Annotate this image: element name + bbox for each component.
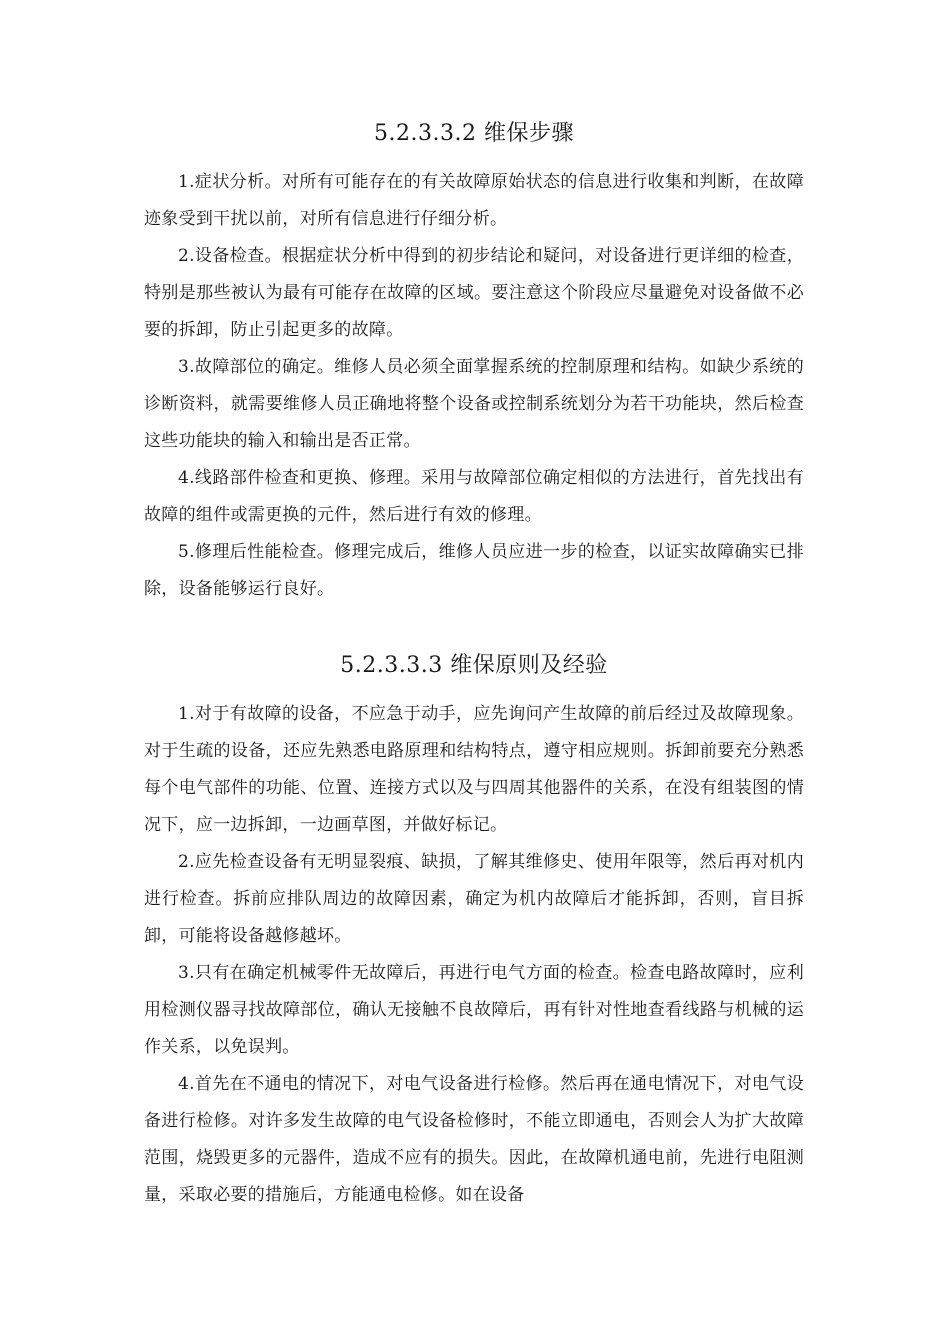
- paragraph: 2.应先检查设备有无明显裂痕、缺损，了解其维修史、使用年限等，然后再对机内进行检查。拆前应排队周边的故障因素，确定为机内故障后才能拆卸，否则，盲目拆卸，可能将设备越修越坏。: [144, 852, 804, 946]
- paragraph: 3.故障部位的确定。维修人员必须全面掌握系统的控制原理和结构。如缺少系统的诊断资料，就需要维修人员正确地将整个设备或控制系统划分为若干功能块，然后检查这些功能块的输入和输出是否正常。: [144, 357, 804, 451]
- paragraph: 3.只有在确定机械零件无故障后，再进行电气方面的检查。检查电路故障时，应利用检测仪器寻找故障部位，确认无接触不良故障后，再有针对性地查看线路与机械的运作关系，以免误判。: [144, 963, 804, 1057]
- paragraph: 2.设备检查。根据症状分析中得到的初步结论和疑问，对设备进行更详细的检查，特别是那些被认为最有可能存在故障的区域。要注意这个阶段应尽量避免对设备做不必要的拆卸，防止引起更多的故障。: [144, 246, 804, 340]
- section-heading: 5.2.3.3.3 维保原则及经验: [340, 653, 608, 678]
- section-maintenance-steps: [144, 116, 804, 608]
- paragraph: 1.症状分析。对所有可能存在的有关故障原始状态的信息进行收集和判断，在故障迹象受到干扰以前，对所有信息进行仔细分析。: [144, 172, 804, 229]
- paragraph: 4.线路部件检查和更换、修理。采用与故障部位确定相似的方法进行，首先找出有故障的组件或需更换的元件，然后进行有效的修理。: [144, 468, 804, 525]
- paragraph: 5.修理后性能检查。修理完成后，维修人员应进一步的检查，以证实故障确实已排除，设备能够运行良好。: [144, 542, 804, 599]
- paragraph: 4.首先在不通电的情况下，对电气设备进行检修。然后再在通电情况下，对电气设备进行检修。对许多发生故障的电气设备检修时，不能立即通电，否则会人为扩大故障范围，烧毁更多的元器件，造成不应有的损失。因此，在故障机通电前，先进行电阻测量，采取必要的措施后，方能通电检修。如在设备: [144, 1074, 804, 1205]
- section-heading: 5.2.3.3.2 维保步骤: [374, 121, 574, 146]
- section-maintenance-principles: [144, 648, 804, 1214]
- paragraph: 1.对于有故障的设备，不应急于动手，应先询问产生故障的前后经过及故障现象。对于生疏的设备，还应先熟悉电路原理和结构特点，遵守相应规则。拆卸前要充分熟悉每个电气部件的功能、位置、连接方式以及与四周其他器件的关系，在没有组装图的情况下，应一边拆卸，一边画草图，并做好标记。: [144, 704, 804, 835]
